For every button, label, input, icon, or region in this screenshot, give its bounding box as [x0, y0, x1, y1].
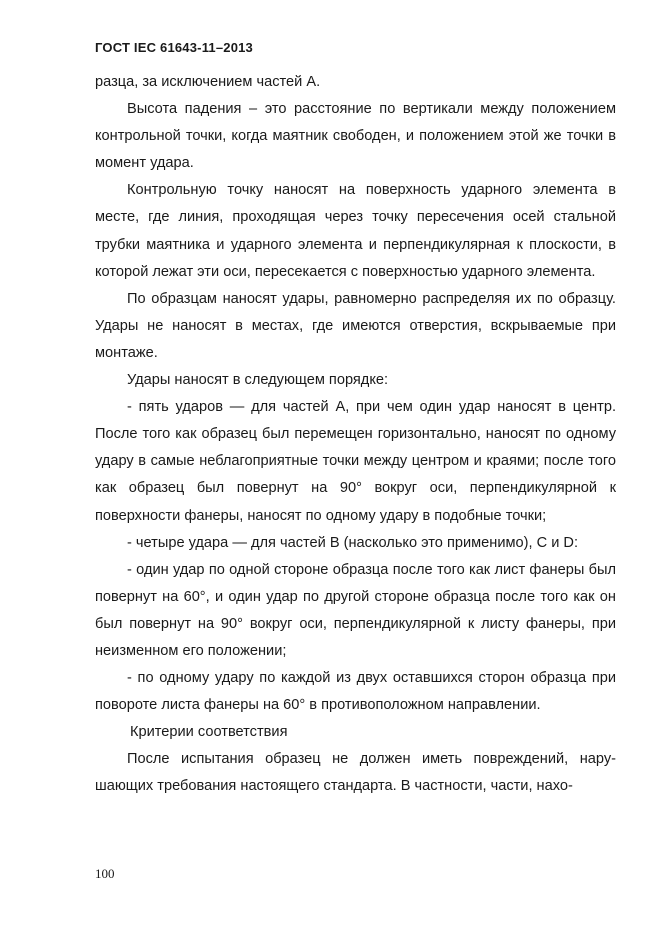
section-subheading: Критерии соответствия: [130, 724, 288, 741]
list-item-four-blows: - четыре удара — для частей B (насколько это применимо), C и D:: [127, 534, 579, 551]
page-number: 100: [95, 866, 115, 881]
paragraph-compliance: После испытания образец не должен иметь повреждений, нарушающих требования настоящего стандарта. В частности, части, нахо-: [95, 751, 616, 795]
paragraph-blows-distribution: По образцам наносят удары, равномерно распределяя их по образцу. Удары не наносят в местах, где имеются отверстия, вскрываемые при монтаже.: [95, 290, 616, 361]
paragraph-reference-point: Контрольную точку наносят на поверхность ударного элемента в месте, где линия, проходящая через точку пересечения осей стальной трубки маятника и ударного элемента и перпендикулярная к плоскости, в которой лежат эти оси, пересекается с поверхностью ударного элемента.: [95, 182, 616, 280]
list-item-one-blow: - один удар по одной стороне образца после того как лист фанеры был повернут на 60°, и один удар по другой стороне образца после того как он был повернут на 90° вокруг оси, перпендикулярной к листу фанеры, при неизменном его положении;: [95, 561, 616, 659]
document-header: ГОСТ IEC 61643-11–2013: [95, 40, 253, 55]
paragraph-blows-order: Удары наносят в следующем порядке:: [127, 372, 389, 389]
list-item-remaining-sides: - по одному удару по каждой из двух оставшихся сторон образца при повороте листа фанеры на 60° в противоположном направлении.: [95, 670, 616, 714]
paragraph-drop-height: Высота падения – это расстояние по вертикали между положением контрольной точки, когда маятник свободен, и положением этой же точки в момент удара.: [95, 101, 616, 172]
document-body: [95, 69, 616, 801]
paragraph-continuation: разца, за исключением частей А.: [95, 74, 321, 90]
list-item-five-blows: - пять ударов — для частей А, при чем один удар наносят в центр. После того как образец был перемещен горизонтально, наносят по одному удару в самые неблагоприятные точки между центром и краями; после того как образец был повернут на 90° вокруг оси, перпендикулярной к поверхности фанеры, наносят по одному удару в подобные точки;: [95, 399, 616, 524]
